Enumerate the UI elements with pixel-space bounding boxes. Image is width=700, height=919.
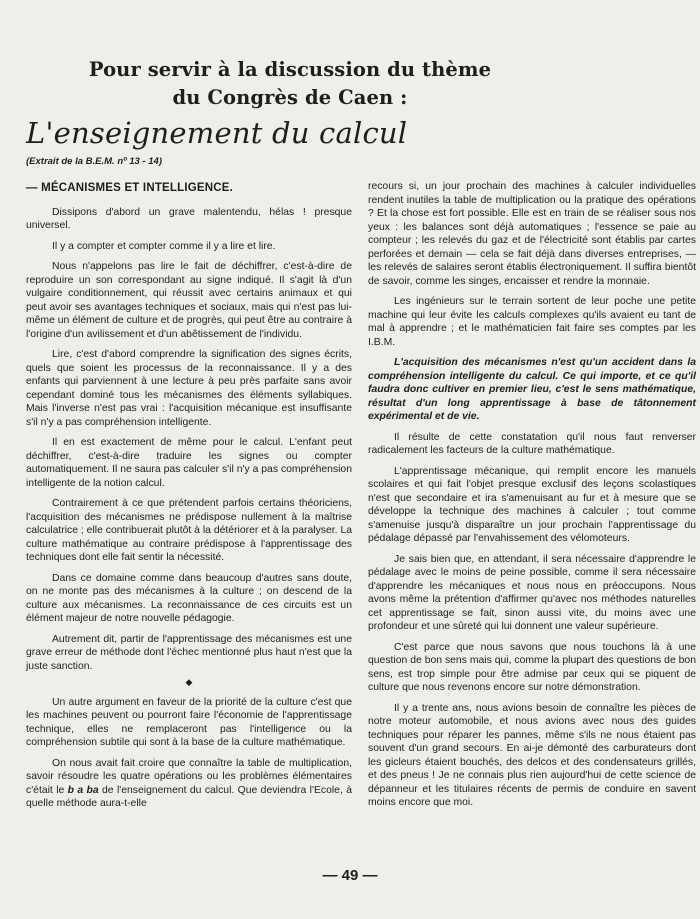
paragraph-text: de l'enseignement du calcul. Que deviendra l'Ecole, à quelle méthode aura-t-elle bbox=[26, 784, 352, 809]
paragraph: Contrairement à ce que prétendent parfois certains théoriciens, l'acquisition des mécanismes ne prédispose nullement à la maîtrise calculatrice ; elle contribuerait plutôt à la détériorer et à la paralyser. La culture mathématique au contraire prédispose à l'apprentissage des techniques dont elle fait sentir la nécessité. bbox=[26, 498, 352, 563]
article-title: L'enseignement du calcul bbox=[26, 116, 408, 150]
heading-line-2: du Congrès de Caen : bbox=[172, 86, 408, 109]
paragraph-text: On nous avait fait croire que connaître la table de multiplication, savoir résoudre les quatre opérations ou les problèmes élémentaires c'était le bbox=[26, 757, 352, 796]
article-source: (Extrait de la B.E.M. nº 13 - 14) bbox=[26, 156, 162, 167]
paragraph: C'est parce que nous savons que nous touchons là à une question de bon sens mais qui, comme la plupart des questions de bon sens, est trop simple pour être admise par ceux qui se piquent de culture que nous revenons encore sur notre démonstration. bbox=[368, 641, 696, 693]
right-column bbox=[368, 180, 696, 817]
section-title: — MÉCANISMES ET INTELLIGENCE. bbox=[26, 182, 234, 194]
paragraph: Il résulte de cette constatation qu'il nous faut renverser radicalement les facteurs de la culture mathématique. bbox=[368, 431, 696, 456]
paragraph bbox=[26, 757, 352, 811]
paragraph-continuation: recours si, un jour prochain des machines à calculer individuelles rendent inutiles la table de multiplication ou la pratique des opérations ? Et la chose est fort possible. Elle est en train de se réaliser sous nos yeux : les balances sont déjà automatiques ; l'essence se paie au compteur ; les relevés du gaz et de l'électricité sont établis par cartes perforées et demain — cela se fait déjà dans diverses entreprises, — les relevés de salaires seront établis électroniquement. Il suffira bientôt de savoir, comme les singes, encaisser et rendre la monnaie. bbox=[368, 181, 696, 287]
paragraph: Nous n'appelons pas lire le fait de déchiffrer, c'est-à-dire de reproduire un son correspondant au signe indiqué. Il s'agit là d'un vulgaire conditionnement, qui réussit avec certains animaux et qui peut avoir ses avantages techniques et sociaux, mais qui n'est pas lui-même un élément de culture et de progrès, qui peut être au contraire à l'origine d'un avilissement et d'un abêtissement de l'individu. bbox=[26, 261, 352, 340]
paragraph: L'apprentissage mécanique, qui remplit encore les manuels scolaires et qui fait l'objet presque exclusif des leçons scolastiques n'est que secondaire et ira s'amenuisant au fur et à mesure que se développe la technique des machines à calculer ; tout comme s'amenuise jusqu'à disparaître un jour prochain l'apprentissage du pédalage dépassé par l'envahissement des vélomoteurs. bbox=[368, 465, 696, 544]
paragraph: Il y a compter et compter comme il y a lire et lire. bbox=[52, 240, 276, 252]
paragraph: Autrement dit, partir de l'apprentissage des mécanismes est une grave erreur de méthode dont l'échec mentionné plus haut n'est que la juste sanction. bbox=[26, 633, 352, 672]
paragraph: Il en est exactement de même pour le calcul. L'enfant peut déchiffrer, c'est-à-dire traduire les signes ou compter automatiquement. Il ne saura pas calculer s'il n'y a pas compréhension intelligente de la notion calcul. bbox=[26, 437, 352, 489]
diamond-separator-icon bbox=[26, 676, 352, 690]
paragraph: Les ingénieurs sur le terrain sortent de leur poche une petite machine qui leur évite les calculs complexes qu'ils avaient eu tant de mal à apprendre ; et le mathématicien fait faire ses comptes par les I.B.M. bbox=[368, 296, 696, 348]
page-number: — 49 — bbox=[322, 867, 378, 884]
emphasized-paragraph: L'acquisition des mécanismes n'est qu'un accident dans la compréhension intelligente du calcul. Ce qui importe, et ce qu'il faudra donc cultiver en premier lieu, c'est le sens mathématique, résultat d'un long apprentissage à base de tâtonnement expérimental et de vie. bbox=[368, 357, 696, 422]
paragraph: Il y a trente ans, nous avions besoin de connaître les pièces de notre moteur automobile, et nous avions avec nous des guides techniques pour réparer les pannes, même s'ils ne nous étaient pas souvent d'un grand secours. En ai-je démonté des carburateurs dont les gicleurs étaient bouchés, des delcos et des condensateurs grillés, et des pneus ! Je ne connais plus rien aujourd'hui de cette science de dépanneur et les titulaires récents de permis de conduire en savent moins encore que moi. bbox=[368, 702, 696, 808]
paragraph: Dans ce domaine comme dans beaucoup d'autres sans doute, on ne monte pas des mécanismes à la culture ; on descend de la culture aux mécanismes. La reconnaissance de ces circuits est un élément majeur de notre nouvelle pédagogie. bbox=[26, 572, 352, 624]
left-column bbox=[26, 180, 352, 818]
paragraph: Un autre argument en faveur de la priorité de la culture c'est que les machines peuvent ou pourront faire l'économie de l'apprentissage technique, elles ne remplaceront pas l'intelligence ou la compréhension subtile qui sont à la base de la culture mathématique. bbox=[26, 696, 352, 748]
emphasis-text: b a ba bbox=[67, 784, 99, 796]
paragraph: Je sais bien que, en attendant, il sera nécessaire d'apprendre le pédalage avec le moins de peine possible, comme il sera nécessaire d'apprendre les mécaniques et nous nous en préoccupons. Nous avons même la prétention d'affirmer qu'avec nos méthodes naturelles cet apprentissage se fait, sinon aussi vite, du moins avec une profondeur et une sûreté qui lui donnent une valeur supérieure. bbox=[368, 553, 696, 632]
article-heading bbox=[60, 56, 520, 112]
paragraph: Dissipons d'abord un grave malentendu, hélas ! presque universel. bbox=[26, 206, 352, 231]
paragraph: Lire, c'est d'abord comprendre la signification des signes écrits, quels que soient les processus de la reconnaissance. Il y a des enfants qui parviennent à une lecture à peu près parfaite sans avoir cependant dominé tous les mécanismes des éléments syllabiques. Mais l'inverse n'est pas vrai : l'acquisition mécanique est insuffisante s'il n'y a pas compréhension intelligente. bbox=[26, 349, 352, 428]
heading-line-1: Pour servir à la discussion du thème bbox=[88, 58, 492, 81]
